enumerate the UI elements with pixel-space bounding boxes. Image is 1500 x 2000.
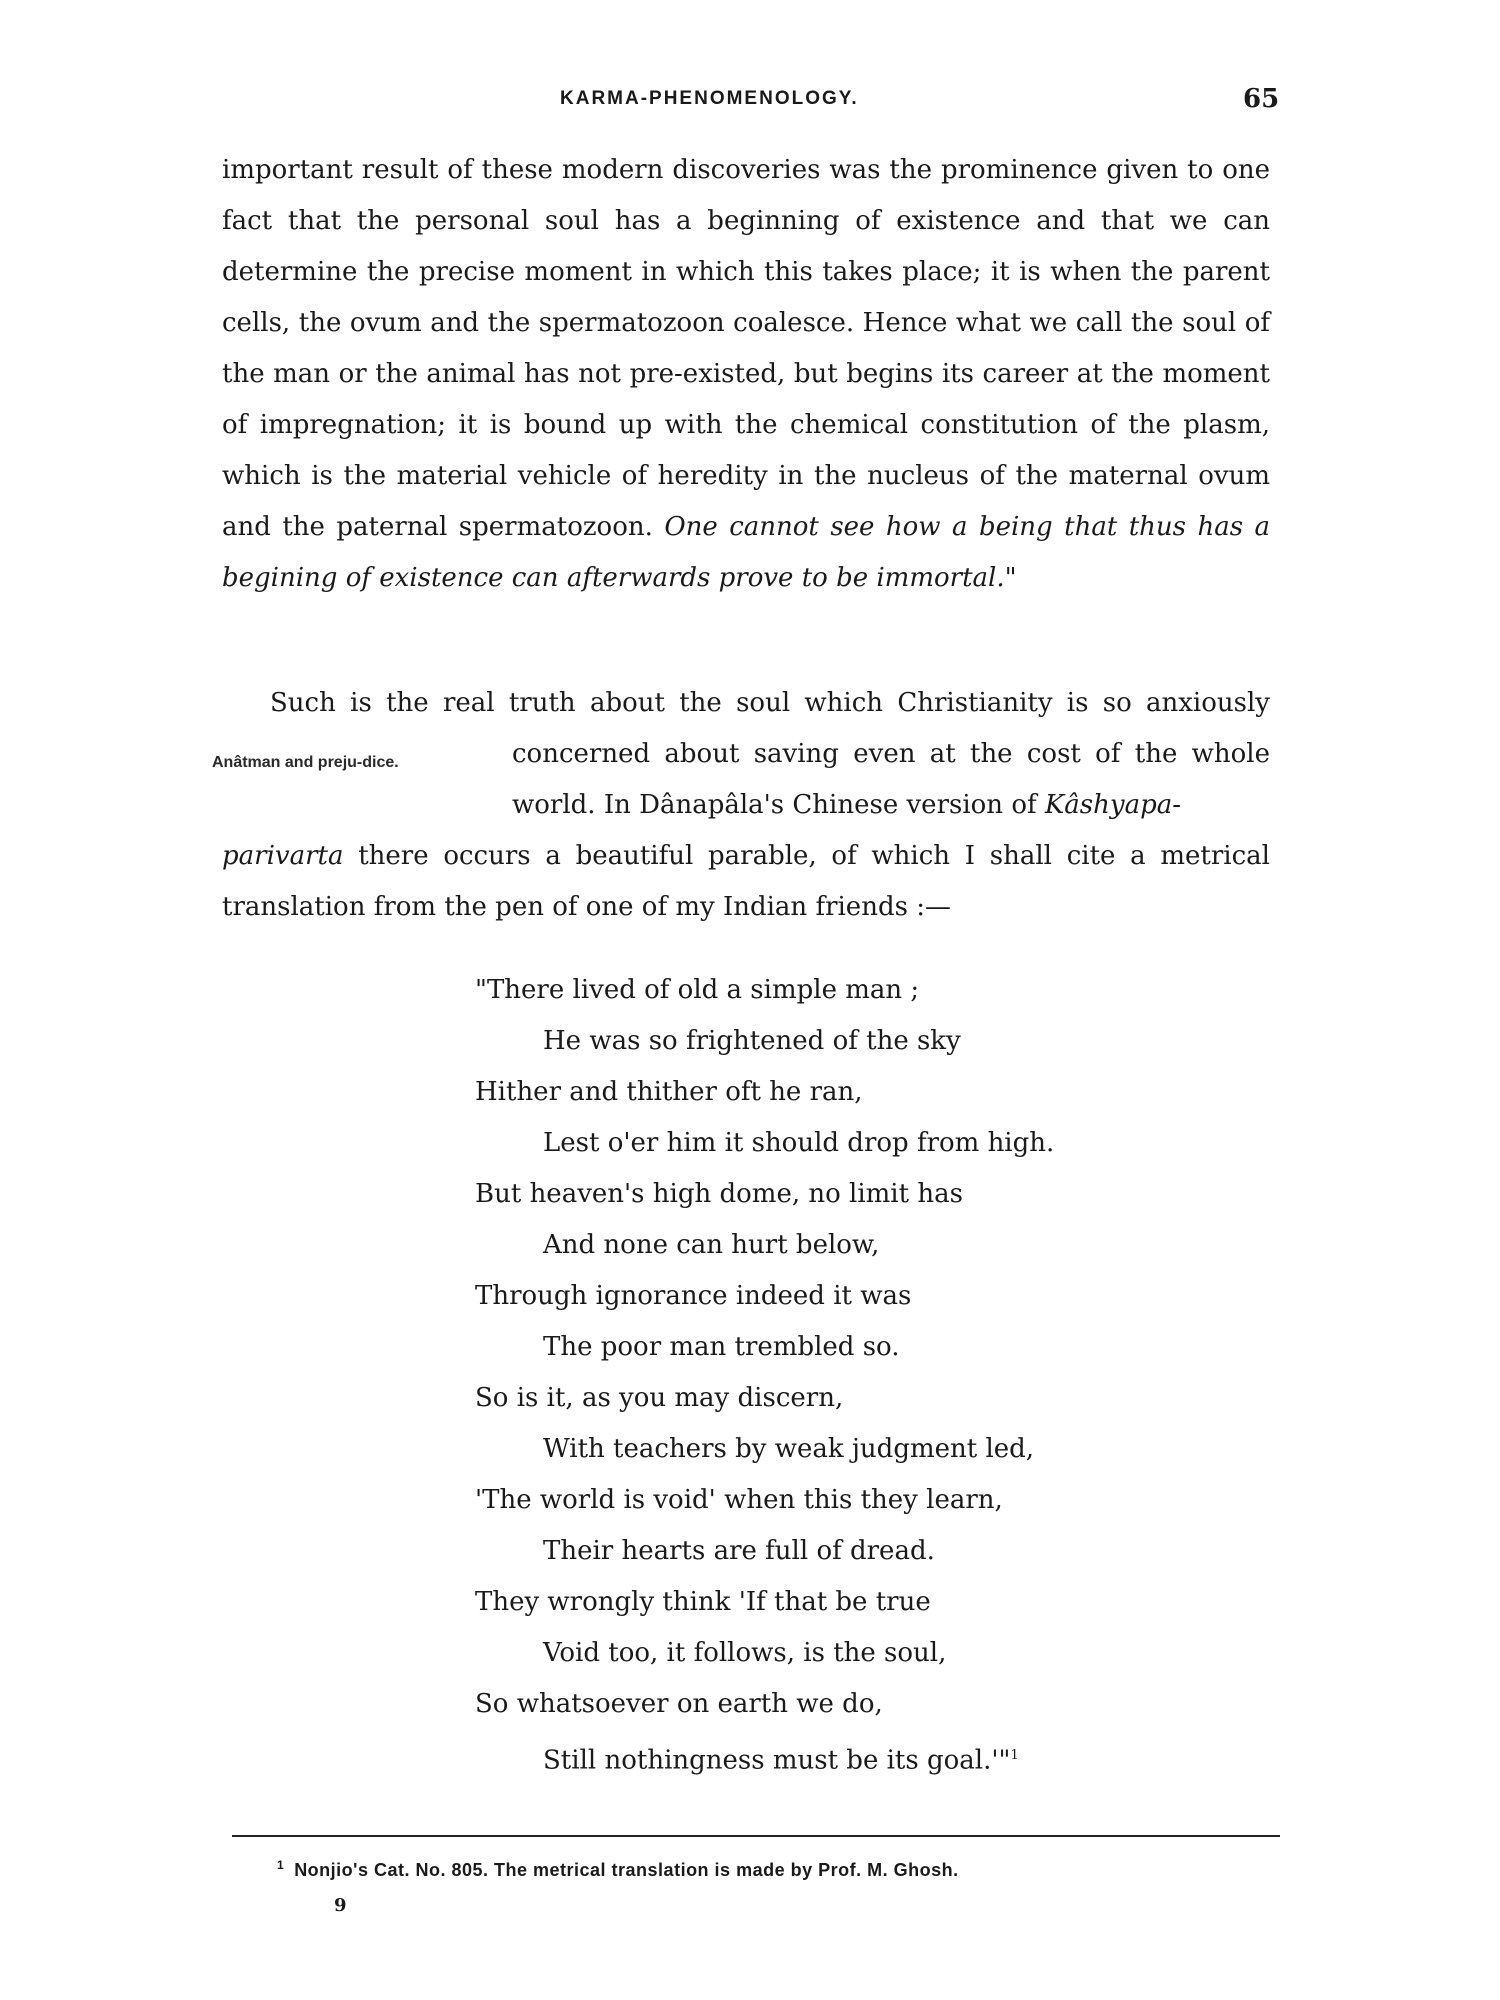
paragraph-2-margin-text: concerned about saving even at the cost of the whole world. In Dânapâla's Chinese version of [512,739,1270,820]
poem-line: Through ignorance indeed it was [475,1281,912,1311]
poem-line: Hither and thither oft he ran, [475,1077,863,1107]
printer-signature: 9 [334,1895,347,1916]
paragraph-2-beside-sidenote [512,729,1270,831]
margin-sidenote: Anâtman and preju-dice. [212,754,399,771]
poem-line: Void too, it follows, is the soul, [543,1638,947,1668]
running-head: KARMA-PHENOMENOLOGY. [560,88,859,109]
poem-line: And none can hurt below, [543,1230,880,1260]
paragraph-1-text: important result of these modern discoveries was the prominence given to one fact that the personal soul has a beginning of existence and that we can determine the precise moment in which this takes place; it is when the parent cells, the ovum and the spermatozoon coalesce. Hence what we call the soul of the man or the animal has not pre-existed, but begins its career at the moment of impregnation; it is bound up with the chemical constitution of the plasm, which is the material vehicle of heredity in the nucleus of the maternal ovum and the paternal spermatozoon. [222,155,1270,542]
footnote-reference: 1 [1010,1748,1019,1763]
paragraph-2-continuation [222,831,1270,933]
poem-line: With teachers by weak judgment led, [543,1434,1035,1464]
page-number: 65 [1243,84,1280,114]
work-title-part-1: Kâshyapa- [1044,790,1182,820]
poem-line: They wrongly think 'If that be true [475,1587,931,1617]
poem-line: Their hearts are full of dread. [543,1536,935,1566]
poem-line: So whatsoever on earth we do, [475,1689,883,1719]
paragraph-1-closing-quote: " [1004,563,1017,593]
footnote [277,1858,959,1881]
paragraph-1 [222,145,1270,604]
footnote-text: Nonjio's Cat. No. 805. The metrical translation is made by Prof. M. Ghosh. [294,1860,959,1880]
work-title-part-2: parivarta [222,841,344,871]
poem-line: He was so frightened of the sky [543,1026,961,1056]
poem [475,965,1175,1787]
poem-last-line [475,1730,1175,1787]
page-header [0,0,1500,130]
footnote-divider [232,1835,1280,1837]
paragraph-2-first-line: Such is the real truth about the soul which Christianity is so anxiously [270,688,1270,718]
poem-line: Lest o'er him it should drop from high. [543,1128,1055,1158]
poem-line: So is it, as you may discern, [475,1383,844,1413]
poem-line: Still nothingness must be its goal.'" [543,1745,1011,1776]
paragraph-2-rest-text: there occurs a beautiful parable, of which I shall cite a metrical translation from the pen of one of my Indian friends :— [222,841,1270,922]
poem-line: "There lived of old a simple man ; [475,975,920,1005]
paragraph-1-italic-quote: One cannot see how a being that thus has a begining of existence can afterwards prove to be immortal. [222,512,1270,593]
poem-line: The poor man trembled so. [543,1332,900,1362]
poem-line: 'The world is void' when this they learn, [475,1485,1003,1515]
poem-line: But heaven's high dome, no limit has [475,1179,963,1209]
footnote-mark: 1 [277,1858,285,1872]
